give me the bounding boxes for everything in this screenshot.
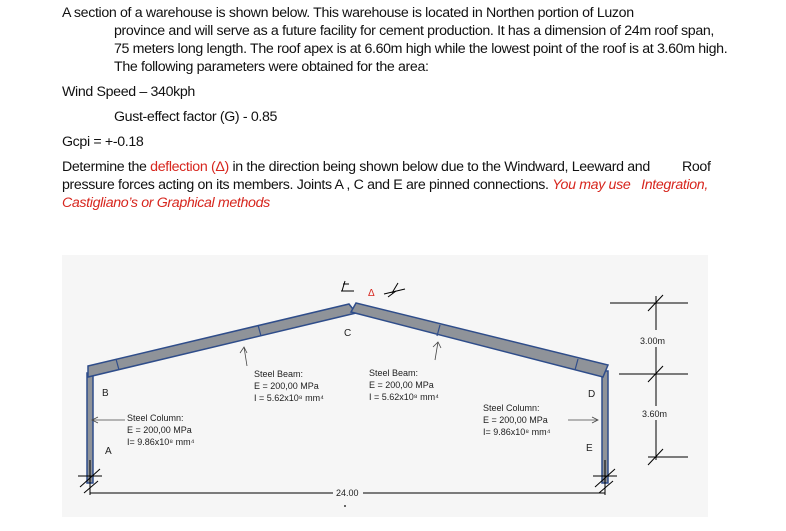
left-beam-title: Steel Beam: [254,369,304,379]
right-column-properties [483,403,551,437]
gcpi: Gcpi = +-0.18 [62,134,144,150]
left-beam-properties [254,369,324,403]
wind-speed: Wind Speed – 340kph [62,84,195,100]
left-roof-beam [88,304,356,377]
frame-diagram [62,255,708,517]
column-height-dimension: 3.60m [642,409,668,419]
task-pre: Determine the [62,159,151,175]
right-column-i: I= 9.86x10⁸ mm⁴ [483,427,551,437]
left-beam-i: I = 5.62x10⁸ mm⁴ [254,393,324,403]
task-line-2 [62,176,777,194]
task-line-1 [62,158,777,176]
task-mid: in the direction being shown below due to the Windward, Leeward and [228,159,650,175]
left-column-properties [127,413,195,447]
left-beam-e: E = 200,00 MPa [254,381,319,391]
problem-statement [62,4,777,212]
vertical-dimension-lines [610,295,688,465]
left-column-e: E = 200,00 MPa [127,425,192,435]
intro-line-1: A section of a warehouse is shown below. This warehouse is located in Northen portion of Luzon [62,5,634,21]
right-beam-i: I = 5.62x10⁸ mm⁴ [369,392,439,402]
task-methods-1: You may use [552,177,631,193]
right-column-e: E = 200,00 MPa [483,415,548,425]
right-beam-title: Steel Beam: [369,368,419,378]
task-methods-2: Integration, [641,177,708,193]
intro-line-2: province and will serve as a future facility for cement production. It has a dimension of 24m roof span, [114,23,714,39]
roof-rise-dimension: 3.00m [640,336,666,346]
right-beam-properties [369,368,439,402]
pin-support-e [593,460,617,495]
joint-label-d: D [588,389,596,400]
intro-line-3: 75 meters long length. The roof apex is at 6.60m high while the lowest point of the roof is at 3.60m high. [114,41,728,57]
task-methods-3: Castigliano’s or Graphical methods [62,195,270,211]
right-roof-beam [351,303,608,377]
task-roof: Roof [682,159,711,175]
left-column-title: Steel Column: [127,413,184,423]
task-deflection: deflection (Δ) [150,159,229,175]
intro-line-4: The following parameters were obtained for the area: [114,59,429,75]
delta-label: Δ [368,288,375,299]
joint-label-e: E [586,443,593,454]
left-column-i: I= 9.86x10⁸ mm⁴ [127,437,195,447]
joint-label-a: A [105,446,112,457]
span-dimension-label: 24.00 [336,488,359,498]
gust-factor: Gust-effect factor (G) - 0.85 [114,109,278,125]
right-beam-e: E = 200,00 MPa [369,380,434,390]
pin-support-a [78,460,102,495]
task-line2-text: pressure forces acting on its members. Joints A , C and E are pinned connections. [62,177,553,193]
joint-label-c: C [344,328,352,339]
right-column-title: Steel Column: [483,403,540,413]
joint-label-b: B [102,388,109,399]
